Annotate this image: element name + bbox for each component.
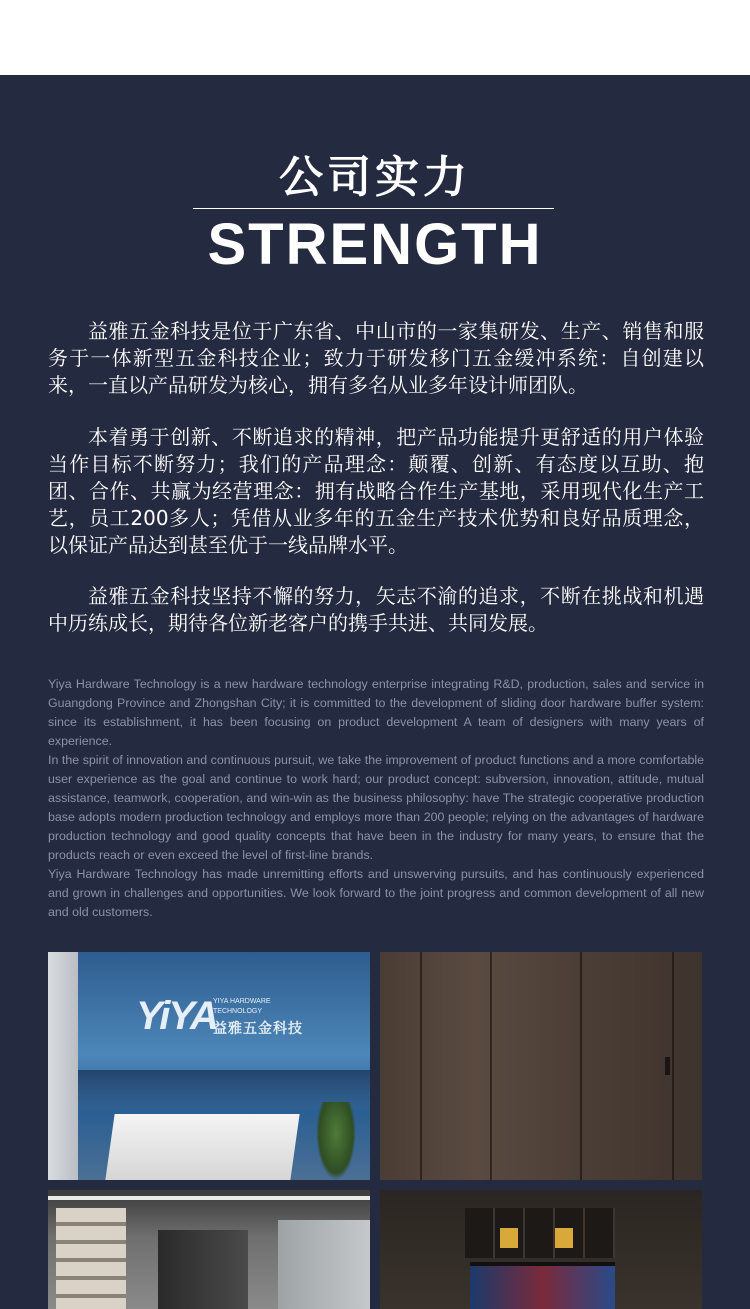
section-title-cn: 公司实力 bbox=[279, 152, 471, 203]
title-divider bbox=[193, 208, 554, 209]
intro-en-paragraph-3: Yiya Hardware Technology has made unremitting efforts and unswerving pursuits, and has continuously experienced and grown in challenges and opportunities. We look forward to the joint progress and common development of all new and old customers. bbox=[48, 867, 704, 919]
door-handle bbox=[665, 1057, 670, 1075]
glass-partition bbox=[278, 1220, 370, 1309]
door-panel-seam bbox=[580, 952, 582, 1180]
award-trophy bbox=[500, 1228, 518, 1248]
award-shelf bbox=[465, 1208, 615, 1258]
door-panel-seam bbox=[672, 952, 674, 1180]
lobby-logo-mark: YiYA bbox=[136, 994, 217, 1038]
door-panel-seam bbox=[490, 952, 492, 1180]
lobby-logo-cn: 益雅五金科技 bbox=[213, 1021, 303, 1037]
reception-desk bbox=[105, 1114, 299, 1180]
showroom-door bbox=[158, 1230, 248, 1309]
tv-screen bbox=[470, 1262, 615, 1309]
photo-tv-showcase bbox=[380, 1190, 702, 1309]
ceiling-light-strip bbox=[48, 1196, 370, 1200]
section-title-en: STRENGTH bbox=[207, 212, 543, 277]
photo-sliding-door bbox=[380, 952, 702, 1180]
lobby-logo-en bbox=[213, 997, 271, 1017]
award-trophy bbox=[555, 1228, 573, 1248]
intro-cn-paragraph-2: 本着勇于创新、不断追求的精神，把产品功能提升更舒适的用户体验当作目标不断努力；我们的产品理念：颠覆、创新、有态度以互助、抱团、合作、共赢为经营理念：拥有战略合作生产基地，采用现代化生产工艺，员工200多人；凭借从业多年的五金生产技术优势和良好品质理念，以保证产品达到甚至优于一线品牌水平。 bbox=[48, 425, 704, 557]
display-shelf bbox=[56, 1208, 126, 1309]
lobby-logo-en-line-2: TECHNOLOGY bbox=[213, 1008, 263, 1015]
lobby-logo-en-line-1: YIYA HARDWARE bbox=[213, 998, 271, 1005]
top-white-band bbox=[0, 0, 750, 75]
photo-showroom-hall bbox=[48, 1190, 370, 1309]
lobby-plant bbox=[316, 1102, 356, 1180]
intro-en-block bbox=[48, 675, 704, 922]
strength-section bbox=[0, 75, 750, 1309]
intro-cn-paragraph-1: 益雅五金科技是位于广东省、中山市的一家集研发、生产、销售和服务于一体新型五金科技企业；致力于研发移门五金缓冲系统：自创建以来，一直以产品研发为核心，拥有多名从业多年设计师团队。 bbox=[48, 319, 704, 397]
intro-en-paragraph-1: Yiya Hardware Technology is a new hardware technology enterprise integrating R&D, production, sales and service in Guangdong Province and Zhongshan City; it is committed to the development of sliding door hardware buffer system: since its establishment, it has been focusing on product development A team of designers with many years of experience. bbox=[48, 677, 704, 748]
photo-reception-lobby bbox=[48, 952, 370, 1180]
door-panel-seam bbox=[420, 952, 422, 1180]
intro-en-paragraph-2: In the spirit of innovation and continuous pursuit, we take the improvement of product functions and a more comfortable user experience as the goal and continue to work hard; our product concept: subversion, innovation, attitude, mutual assistance, teamwork, cooperation, and win-win as the business philosophy: have The strategic cooperative production base adopts modern production technology and employs more than 200 people; relying on the advantages of hardware production technology and good quality concepts that have been in the industry for many years, to ensure that the products reach or even exceed the level of first-line brands. bbox=[48, 753, 704, 862]
lobby-side-wall bbox=[48, 952, 78, 1180]
intro-cn-paragraph-3: 益雅五金科技坚持不懈的努力，矢志不渝的追求，不断在挑战和机遇中历练成长，期待各位新老客户的携手共进、共同发展。 bbox=[48, 584, 704, 635]
